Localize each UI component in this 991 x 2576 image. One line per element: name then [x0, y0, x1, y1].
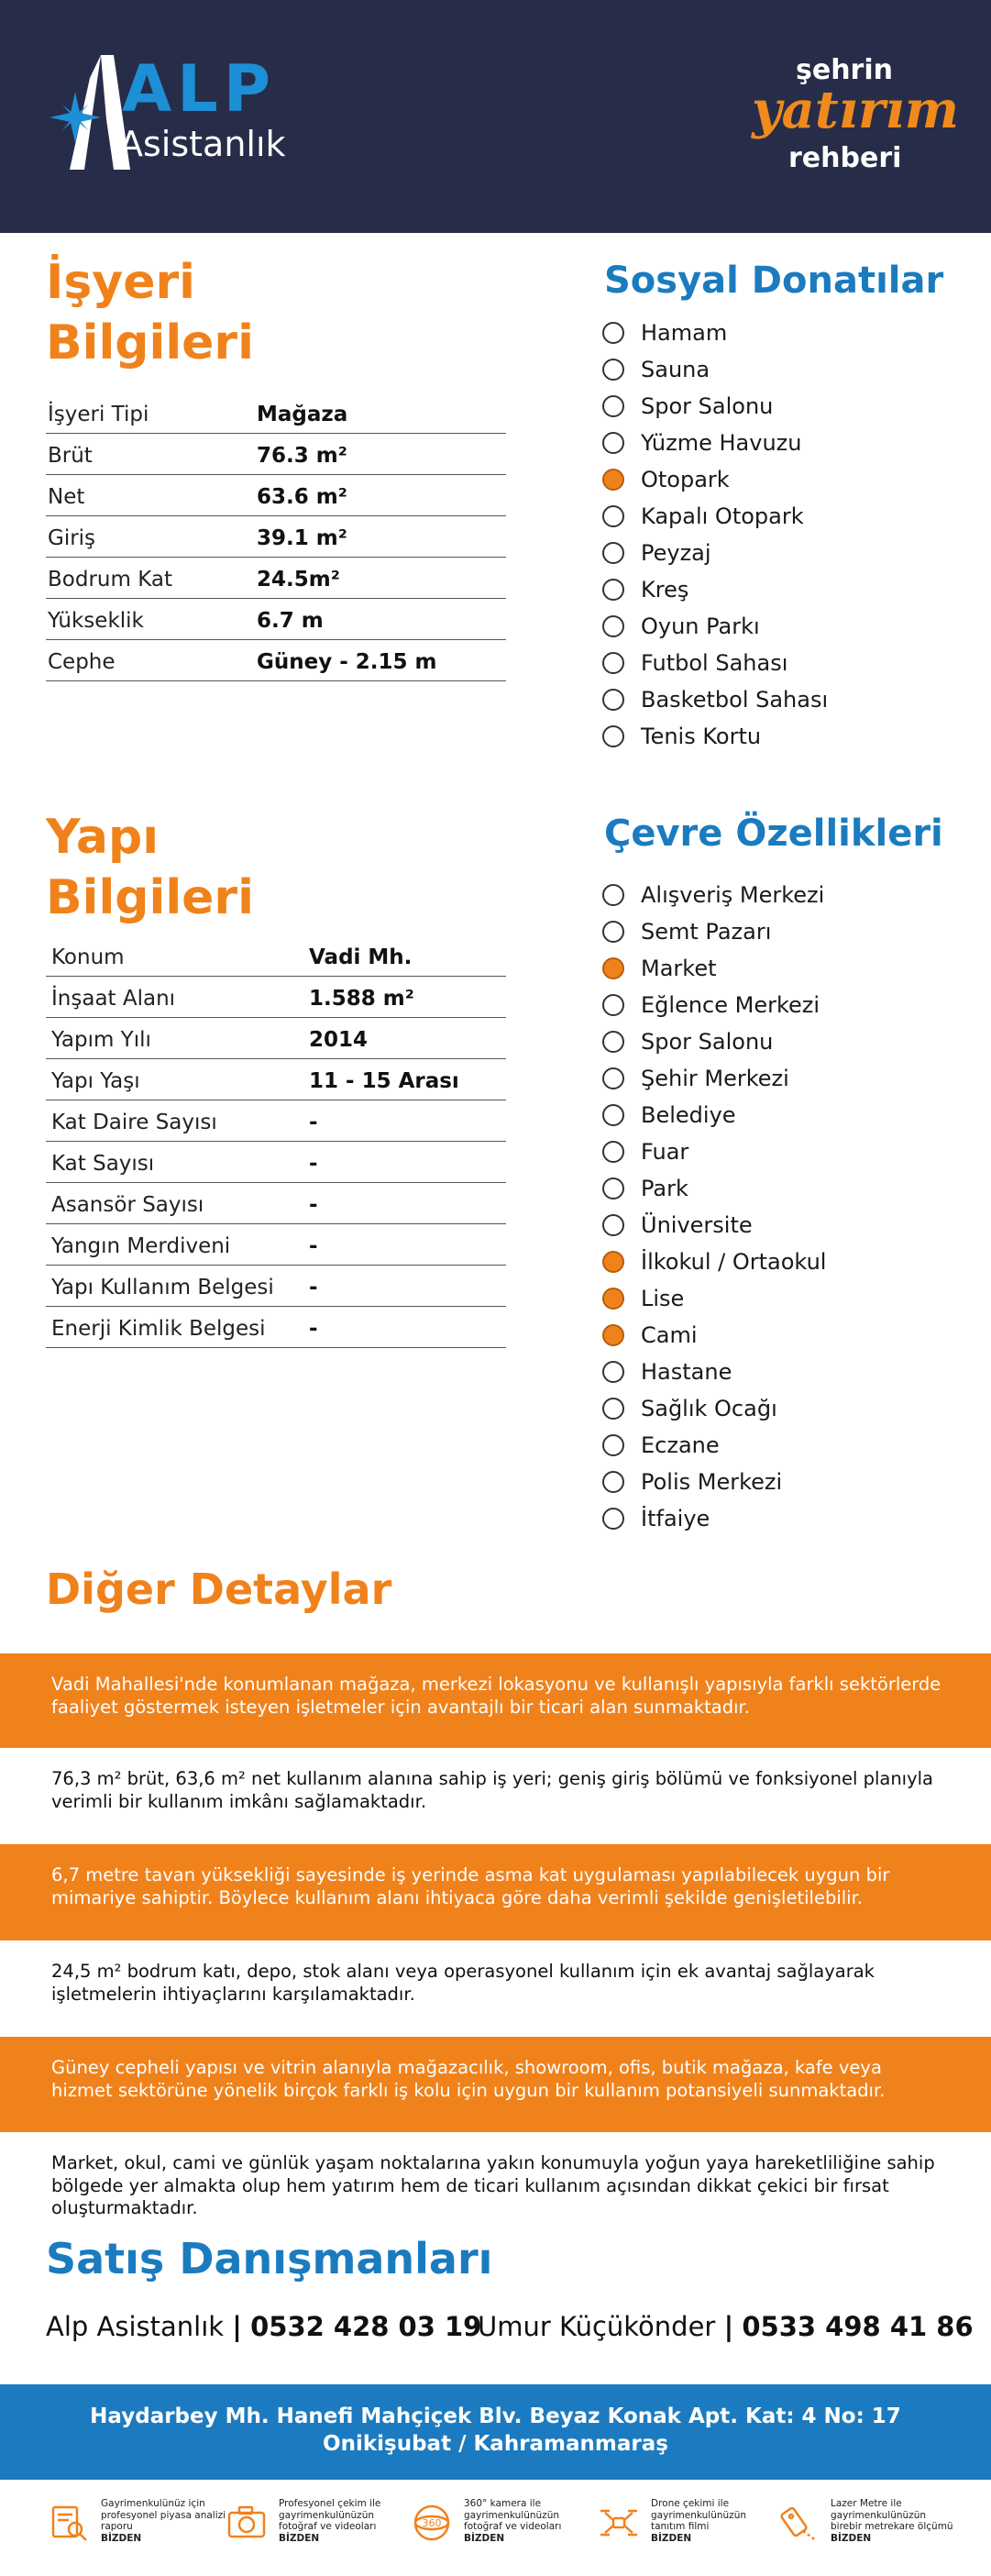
checklist-label: Eczane	[641, 1432, 720, 1458]
row-value: -	[309, 1152, 318, 1176]
cevre-title: Çevre Özellikleri	[604, 813, 943, 855]
checklist-label: Otopark	[641, 467, 730, 492]
contact-1-name: Alp Asistanlık	[46, 2311, 225, 2342]
checklist-label: Park	[641, 1176, 688, 1201]
row-value: -	[309, 1234, 318, 1258]
checklist-label: Hamam	[641, 320, 728, 346]
address-line-2: Onikişubat / Kahramanmaraş	[323, 2432, 668, 2456]
footer-feature-tag: BİZDEN	[831, 2532, 872, 2544]
detail-paragraph-2: 76,3 m² brüt, 63,6 m² net kullanım alanına sahip iş yeri; geniş giriş bölümü ve fonksiyonel planıyla verimli bir kullanım imkânı sağlamaktadır.	[0, 1748, 991, 1844]
satis-title: Satış Danışmanları	[46, 2234, 493, 2283]
checklist-item	[602, 879, 969, 915]
isyeri-info-table	[46, 392, 506, 681]
checklist-label: Lise	[641, 1286, 685, 1311]
row-label: Yapım Yılı	[51, 1028, 151, 1052]
checklist-label: İlkokul / Ortaokul	[641, 1249, 827, 1275]
checklist-item	[602, 720, 969, 757]
checklist-item	[602, 1429, 969, 1465]
row-label: İşyeri Tipi	[48, 403, 149, 426]
table-row	[46, 1100, 506, 1142]
yapi-title-line-2: Bilgileri	[46, 870, 254, 925]
sosyal-checklist	[602, 316, 969, 757]
table-row	[46, 434, 506, 475]
row-label: Net	[48, 485, 85, 509]
footer-feature-tag: BİZDEN	[279, 2532, 320, 2544]
row-label: Enerji Kimlik Belgesi	[51, 1317, 266, 1341]
checklist-label: Market	[641, 956, 717, 981]
empty-circle-icon	[602, 1398, 624, 1420]
yapi-info-table	[46, 935, 506, 1348]
checklist-label: Futbol Sahası	[641, 650, 788, 676]
row-value: Mağaza	[257, 403, 348, 426]
empty-circle-icon	[602, 1214, 624, 1236]
yapi-title-line-1: Yapı	[46, 810, 160, 865]
checklist-label: İtfaiye	[641, 1506, 710, 1531]
row-value: -	[309, 1317, 318, 1341]
checklist-label: Sauna	[641, 357, 710, 382]
row-label: Yapı Kullanım Belgesi	[51, 1276, 274, 1299]
row-label: Yükseklik	[48, 609, 144, 633]
checklist-label: Semt Pazarı	[641, 919, 772, 945]
row-value: Vadi Mh.	[309, 945, 413, 969]
checklist-label: Eğlence Merkezi	[641, 992, 820, 1018]
table-row	[46, 516, 506, 558]
row-label: Konum	[51, 945, 125, 969]
checklist-label: Kreş	[641, 577, 689, 603]
checklist-item	[602, 1172, 969, 1209]
address-bar	[0, 2384, 991, 2480]
row-label: Cephe	[48, 650, 116, 674]
footer-feature-text	[464, 2498, 590, 2544]
row-value: 2014	[309, 1028, 369, 1052]
checklist-item	[602, 426, 969, 463]
contact-1	[46, 2311, 481, 2342]
table-row	[46, 1224, 506, 1266]
checklist-item	[602, 353, 969, 390]
checklist-item	[602, 1282, 969, 1319]
checklist-item	[602, 1392, 969, 1429]
laser-meter-icon	[777, 2502, 820, 2544]
table-row	[46, 392, 506, 434]
checklist-item	[602, 1062, 969, 1099]
empty-circle-icon	[602, 725, 624, 747]
camera-icon	[226, 2502, 268, 2544]
empty-circle-icon	[602, 1361, 624, 1383]
contact-2-name: Umur Küçükönder	[478, 2311, 716, 2342]
checked-circle-icon	[602, 1288, 624, 1310]
empty-circle-icon	[602, 505, 624, 527]
checklist-label: Spor Salonu	[641, 1029, 774, 1055]
checklist-item	[602, 989, 969, 1025]
row-value: -	[309, 1193, 318, 1217]
checklist-label: Fuar	[641, 1139, 689, 1165]
footer-feature-tag: BİZDEN	[464, 2532, 505, 2544]
row-value: 39.1 m²	[257, 526, 347, 550]
checklist-label: Spor Salonu	[641, 393, 774, 419]
detail-paragraph-1: Vadi Mahallesi'nde konumlanan mağaza, merkezi lokasyonu ve kullanışlı yapısıyla farklı sektörlerde faaliyet göstermek isteyen işletmeler için avantajlı bir ticari alan sunmaktadır.	[0, 1653, 991, 1748]
checklist-item	[602, 463, 969, 500]
row-value: 6.7 m	[257, 609, 324, 633]
isyeri-title	[46, 252, 254, 373]
camera-360-icon	[411, 2502, 453, 2544]
empty-circle-icon	[602, 432, 624, 454]
row-label: Yapı Yaşı	[51, 1069, 140, 1093]
drone-icon	[598, 2502, 640, 2544]
analysis-report-icon	[48, 2502, 90, 2544]
row-label: Asansör Sayısı	[51, 1193, 204, 1217]
empty-circle-icon	[602, 322, 624, 344]
svg-text:360: 360	[422, 2517, 442, 2529]
isyeri-title-line-1: İşyeri	[46, 255, 195, 310]
slogan-line-1: şehrin	[796, 54, 893, 86]
yapi-title	[46, 807, 254, 928]
empty-circle-icon	[602, 1104, 624, 1126]
checklist-item	[602, 952, 969, 989]
contact-separator: |	[723, 2311, 734, 2342]
empty-circle-icon	[602, 1031, 624, 1053]
row-label: Bodrum Kat	[48, 568, 172, 591]
logo-icon	[48, 55, 130, 174]
checklist-item	[602, 915, 969, 952]
isyeri-title-line-2: Bilgileri	[46, 315, 254, 370]
logo-wordmark: ALP	[122, 51, 277, 127]
row-value: -	[309, 1276, 318, 1299]
row-label: Kat Sayısı	[51, 1152, 155, 1176]
row-label: İnşaat Alanı	[51, 987, 176, 1011]
table-row	[46, 640, 506, 681]
row-label: Yangın Merdiveni	[51, 1234, 231, 1258]
row-value: -	[309, 1111, 318, 1134]
header-banner	[0, 0, 991, 233]
footer-feature-text	[101, 2498, 227, 2544]
checklist-label: Cami	[641, 1322, 698, 1348]
checklist-label: Tenis Kortu	[641, 724, 762, 749]
checklist-item	[602, 647, 969, 683]
row-label: Giriş	[48, 526, 96, 550]
empty-circle-icon	[602, 689, 624, 711]
checked-circle-icon	[602, 469, 624, 491]
checklist-item	[602, 1245, 969, 1282]
checklist-item	[602, 1319, 969, 1355]
empty-circle-icon	[602, 652, 624, 674]
row-value: Güney - 2.15 m	[257, 650, 437, 674]
contact-2-phone[interactable]: 0533 498 41 86	[742, 2311, 974, 2342]
checklist-item	[602, 1209, 969, 1245]
checked-circle-icon	[602, 1251, 624, 1273]
detaylar-title: Diğer Detaylar	[46, 1564, 392, 1614]
detail-paragraph-5: Güney cepheli yapısı ve vitrin alanıyla mağazacılık, showroom, ofis, butik mağaza, kafe veya hizmet sektörüne yönelik birçok farklı iş kolu için uygun bir kullanım potansiyeli sunmaktadır.	[0, 2037, 991, 2132]
contact-2	[478, 2311, 974, 2342]
footer-feature-text	[651, 2498, 777, 2544]
checklist-item	[602, 1025, 969, 1062]
contact-1-phone[interactable]: 0532 428 03 19	[250, 2311, 482, 2342]
row-value: 24.5m²	[257, 568, 340, 591]
checklist-item	[602, 390, 969, 426]
table-row	[46, 1266, 506, 1307]
cevre-checklist	[602, 879, 969, 1539]
table-row	[46, 935, 506, 977]
checklist-label: Şehir Merkezi	[641, 1066, 789, 1091]
checked-circle-icon	[602, 1324, 624, 1346]
checklist-label: Alışveriş Merkezi	[641, 882, 825, 908]
sosyal-title: Sosyal Donatılar	[604, 260, 944, 302]
contact-separator: |	[232, 2311, 242, 2342]
table-row	[46, 977, 506, 1018]
checklist-label: Sağlık Ocağı	[641, 1396, 777, 1421]
checklist-item	[602, 1502, 969, 1539]
checklist-item	[602, 573, 969, 610]
checklist-label: Polis Merkezi	[641, 1469, 783, 1495]
empty-circle-icon	[602, 359, 624, 381]
empty-circle-icon	[602, 1471, 624, 1493]
empty-circle-icon	[602, 921, 624, 943]
logo-subtitle: Asistanlık	[119, 124, 286, 164]
checklist-label: Üniversite	[641, 1212, 753, 1238]
empty-circle-icon	[602, 1141, 624, 1163]
footer-feature-desc: 360° kamera ile gayrimenkulünüzün fotoğraf ve videoları	[464, 2498, 562, 2532]
table-row	[46, 475, 506, 516]
detail-paragraph-4: 24,5 m² bodrum katı, depo, stok alanı veya operasyonel kullanım için ek avantaj sağlayarak işletmelerin ihtiyaçlarını karşılamaktadır.	[0, 1940, 991, 2037]
empty-circle-icon	[602, 1434, 624, 1456]
footer-feature-tag: BİZDEN	[651, 2532, 692, 2544]
empty-circle-icon	[602, 395, 624, 417]
checklist-label: Oyun Parkı	[641, 614, 760, 639]
checklist-item	[602, 1465, 969, 1502]
footer-feature-text	[279, 2498, 405, 2544]
checklist-item	[602, 316, 969, 353]
row-label: Brüt	[48, 444, 93, 468]
row-value: 11 - 15 Arası	[309, 1069, 459, 1093]
table-row	[46, 599, 506, 640]
table-row	[46, 558, 506, 599]
empty-circle-icon	[602, 994, 624, 1016]
slogan-line-2: yatırım	[752, 80, 959, 140]
table-row	[46, 1307, 506, 1348]
detail-paragraph-3: 6,7 metre tavan yüksekliği sayesinde iş yerinde asma kat uygulaması yapılabilecek uygun bir mimariye sahiptir. Böylece kullanım alanı ihtiyaca göre daha verimli şekilde genişletilebilir.	[0, 1844, 991, 1940]
address-line-1: Haydarbey Mh. Hanefi Mahçiçek Blv. Beyaz Konak Apt. Kat: 4 No: 17	[90, 2405, 901, 2428]
checklist-item	[602, 683, 969, 720]
checklist-label: Basketbol Sahası	[641, 687, 829, 713]
footer-feature-desc: Drone çekimi ile gayrimenkulünüzün tanıtım filmi	[651, 2498, 747, 2532]
checklist-label: Belediye	[641, 1102, 736, 1128]
checked-circle-icon	[602, 957, 624, 979]
checklist-label: Yüzme Havuzu	[641, 430, 802, 456]
empty-circle-icon	[602, 1177, 624, 1200]
footer-feature-tag: BİZDEN	[101, 2532, 142, 2544]
checklist-item	[602, 1355, 969, 1392]
row-value: 1.588 m²	[309, 987, 414, 1011]
footer-feature-text	[831, 2498, 957, 2544]
checklist-item	[602, 610, 969, 647]
row-value: 63.6 m²	[257, 485, 347, 509]
slogan-line-3: rehberi	[788, 142, 902, 174]
checklist-label: Peyzaj	[641, 540, 711, 566]
table-row	[46, 1059, 506, 1100]
detail-paragraph-6: Market, okul, cami ve günlük yaşam noktalarına yakın konumuyla yoğun yaya hareketliliğine sahip bölgede yer almakta olup hem yatırım hem de ticari kullanım açısından dikkat çekici bir fırsat oluşturmaktadır.	[0, 2132, 991, 2233]
empty-circle-icon	[602, 615, 624, 637]
row-value: 76.3 m²	[257, 444, 347, 468]
checklist-item	[602, 500, 969, 536]
row-label: Kat Daire Sayısı	[51, 1111, 217, 1134]
empty-circle-icon	[602, 542, 624, 564]
checklist-item	[602, 1099, 969, 1135]
footer-feature-desc: Gayrimenkulünüz için profesyonel piyasa analizi raporu	[101, 2498, 226, 2532]
footer-feature-desc: Lazer Metre ile gayrimenkulünüzün birebir metrekare ölçümü	[831, 2498, 953, 2532]
empty-circle-icon	[602, 579, 624, 601]
table-row	[46, 1018, 506, 1059]
table-row	[46, 1183, 506, 1224]
footer-feature-desc: Profesyonel çekim ile gayrimenkulünüzün fotoğraf ve videoları	[279, 2498, 381, 2532]
table-row	[46, 1142, 506, 1183]
checklist-item	[602, 1135, 969, 1172]
empty-circle-icon	[602, 1067, 624, 1089]
empty-circle-icon	[602, 884, 624, 906]
empty-circle-icon	[602, 1508, 624, 1530]
checklist-label: Kapalı Otopark	[641, 503, 804, 529]
checklist-item	[602, 536, 969, 573]
checklist-label: Hastane	[641, 1359, 732, 1385]
